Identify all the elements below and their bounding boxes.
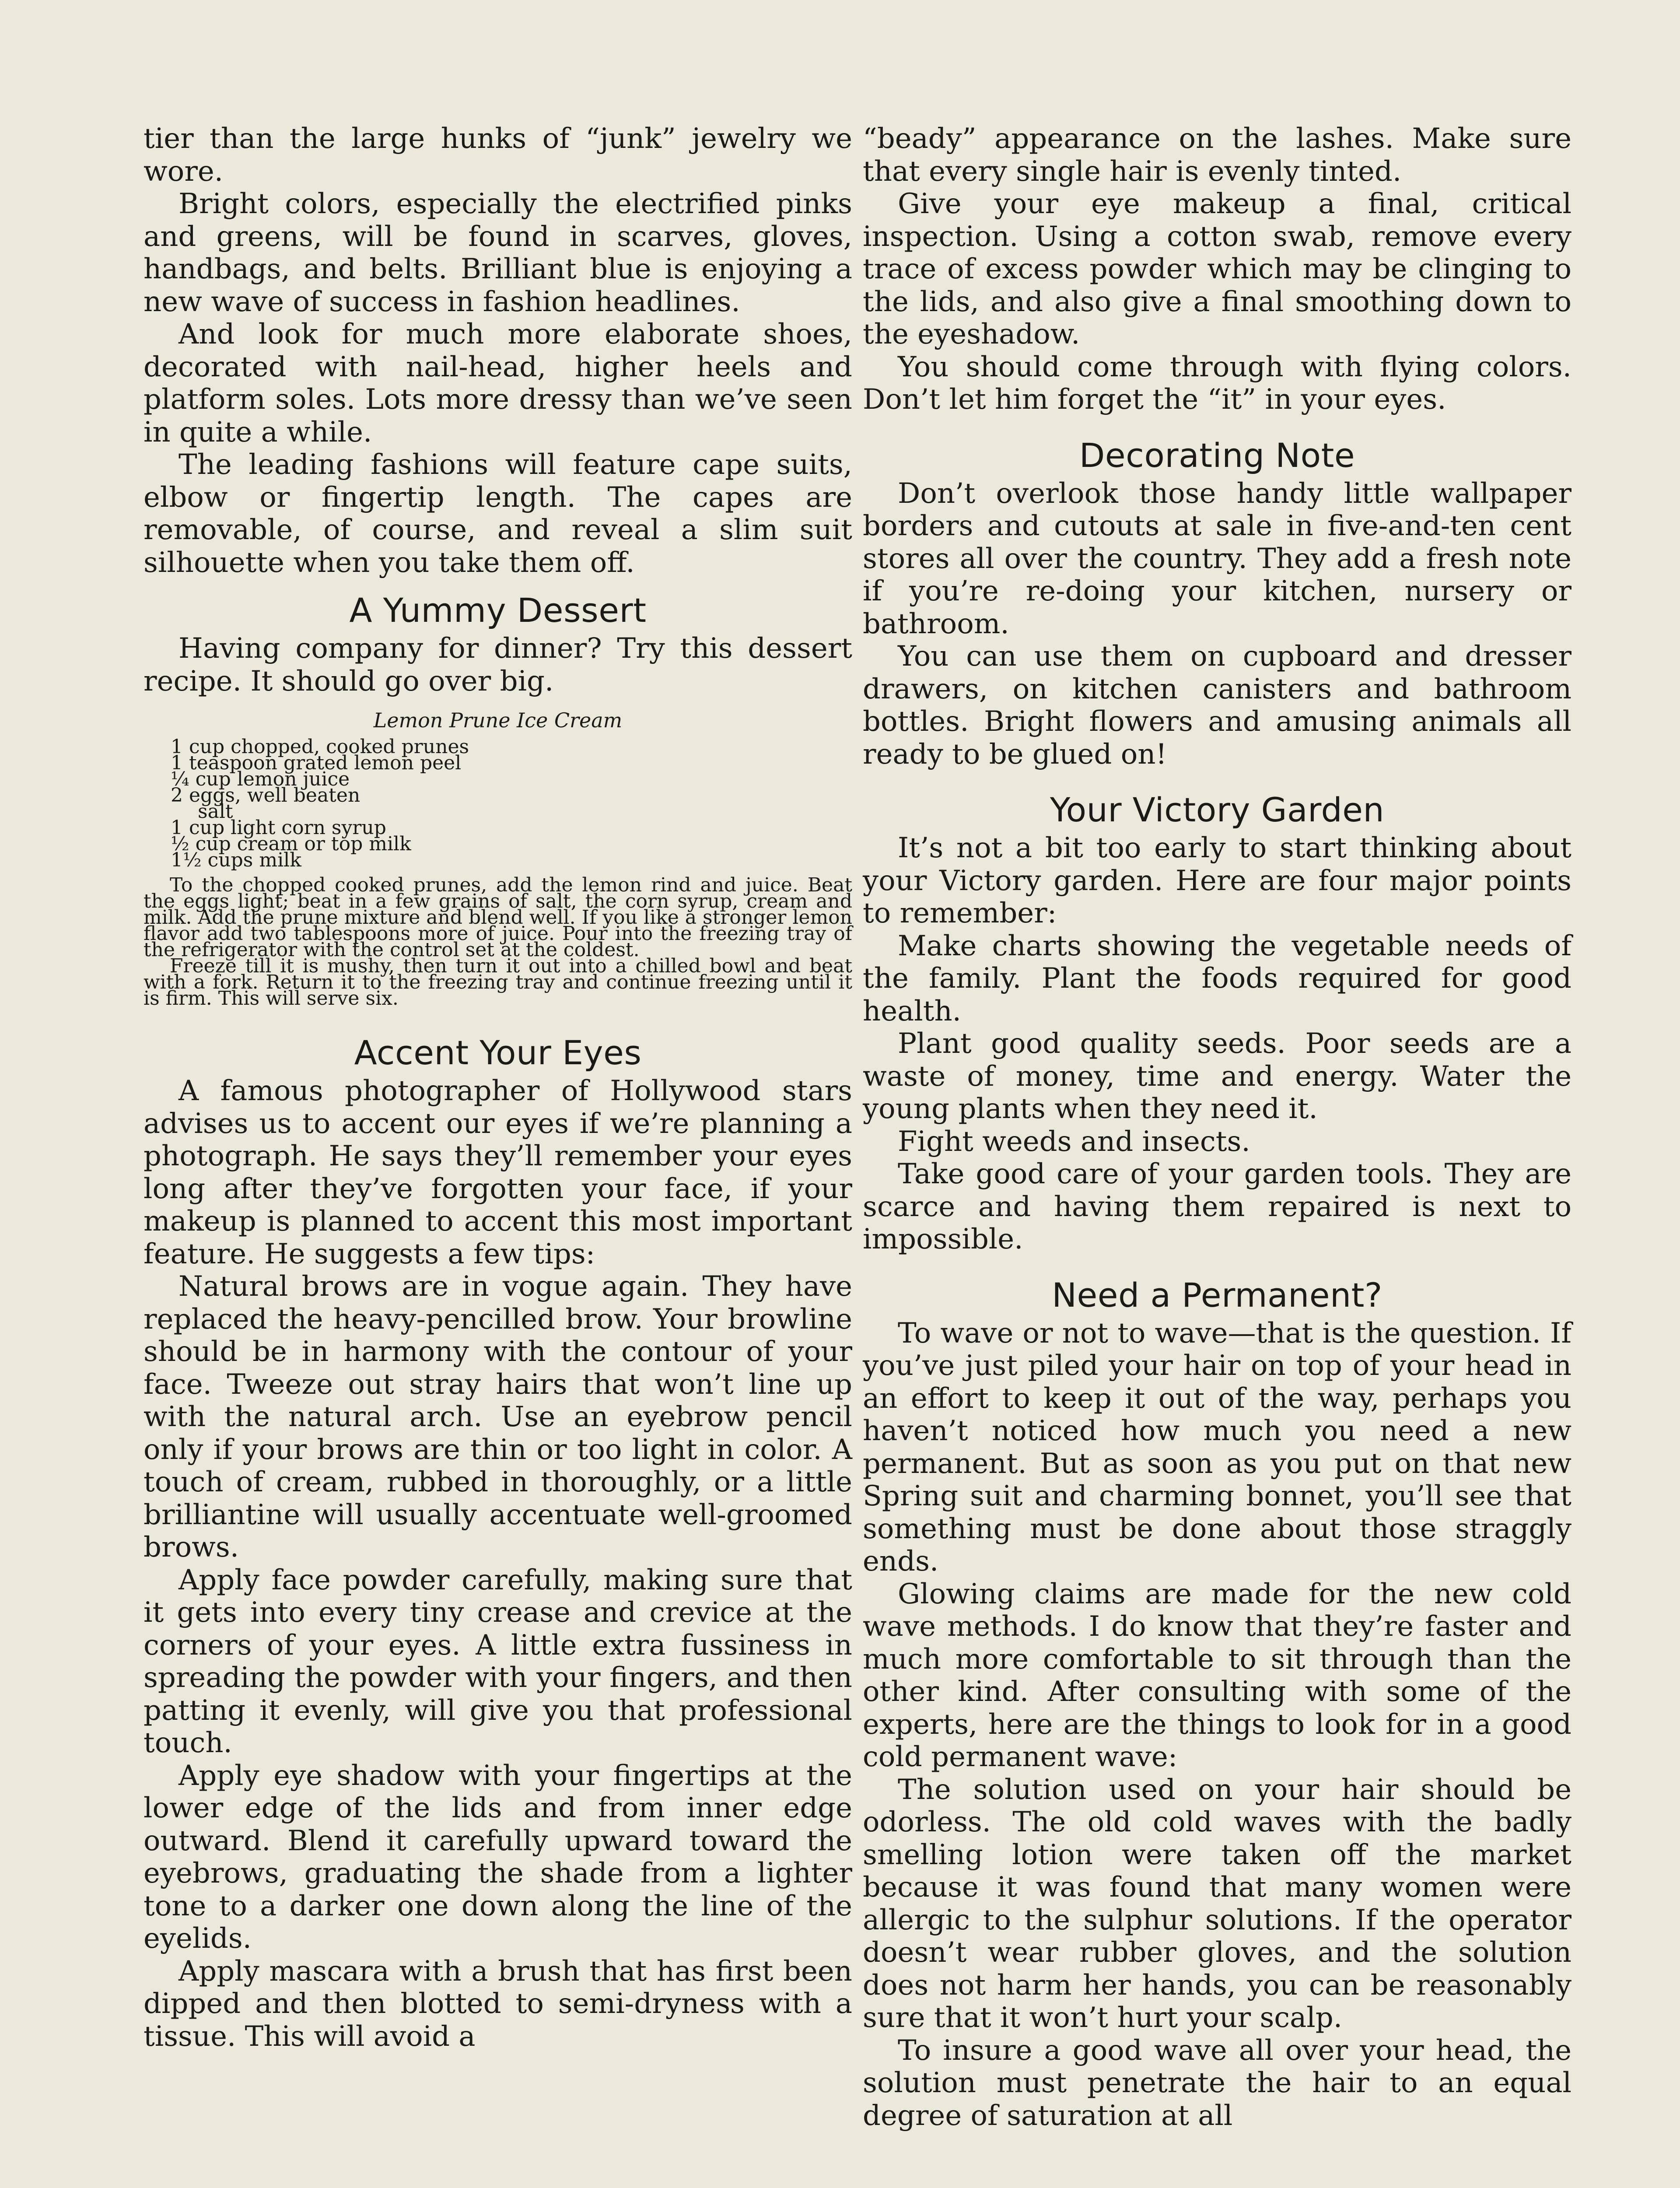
garden-paragraph: Take good care of your garden tools. They are scarce and having them repaired is next to impossible. (863, 1158, 1572, 1255)
ingredient-item: ½ cup cream or top milk (171, 833, 411, 855)
fashion-paragraph: Bright colors, especially the electrified pinks and greens, will be found in scarves, gloves, handbags, and belts. Brilliant blue is enjoying a new wave of success in fashion headlines. (144, 188, 852, 318)
decorating-paragraph: You can use them on cupboard and dresser drawers, on kitchen canisters and bathroom bottles. Bright flowers and amusing animals all ready to be glued on! (863, 640, 1572, 771)
ingredient-item: 2 eggs, well beaten (171, 784, 360, 806)
permanent-paragraph: To wave or not to wave—that is the question. If you’ve just piled your hair on top of your head in an effort to keep it out of the way, perhaps you haven’t noticed how much you need a new permanent. But as soon as you put on that new Spring suit and charming bonnet, you’ll see that something must be done about those straggly ends. (863, 1317, 1572, 1578)
eyes-continued-paragraph: “beady” appearance on the lashes. Make sure that every single hair is evenly tinted. (863, 123, 1572, 188)
section-heading-decorating: Decorating Note (1079, 435, 1355, 475)
ingredient-item: ¼ cup lemon juice (171, 768, 350, 790)
fashion-paragraph: The leading fashions will feature cape suits, elbow or fingertip length. The capes are removable, of course, and reveal a slim suit silhouette when you take them off. (144, 449, 852, 579)
permanent-paragraph: Glowing claims are made for the new cold wave methods. I do know that they’re faster and much more comfortable to sit through than the other kind. After consulting with some of the experts, here are the things to look for in a good cold permanent wave: (863, 1578, 1572, 1773)
eyes-continued-paragraph: Give your eye makeup a final, critical inspection. Using a cotton swab, remove every trace of excess powder which may be clinging to the lids, and also give a final smoothing down to the eyeshadow. (863, 188, 1572, 351)
recipe-directions: Freeze till it is mushy, then turn it out into a chilled bowl and beat with a fork. Return it to the freezing tray and continue freezing until it is firm. This will serve six. (144, 955, 852, 1010)
ingredient-item: salt (198, 800, 233, 823)
eyes-paragraph: A famous photographer of Hollywood stars advises us to accent our eyes if we’re planning a photograph. He says they’ll remember your eyes long after they’ve forgotten your face, if your makeup is planned to accent this most important feature. He suggests a few tips: (144, 1075, 852, 1270)
dessert-intro: Having company for dinner? Try this dessert recipe. It should go over big. (144, 632, 852, 698)
permanent-paragraph: To insure a good wave all over your head, the solution must penetrate the hair to an equal degree of saturation at all (863, 2034, 1572, 2132)
eyes-paragraph: Apply eye shadow with your fingertips at the lower edge of the lids and from inner edge outward. Blend it carefully upward toward the eyebrows, graduating the shade from a lighter tone to a darker one down along the line of the eyelids. (144, 1759, 852, 1955)
section-heading-permanent: Need a Permanent? (1052, 1275, 1382, 1315)
ingredient-item: 1 cup chopped, cooked prunes (171, 736, 469, 758)
recipe-directions: To the chopped cooked prunes, add the lemon rind and juice. Beat the eggs light; beat in a few grains of salt, the corn syrup, cream and milk. Add the prune mixture and blend well. If you like a stronger lemon flavor add two tablespoons more of juice. Pour into the freezing tray of the refrigerator with the control set at the coldest. (144, 874, 852, 961)
section-heading-eyes: Accent Your Eyes (354, 1033, 642, 1072)
ingredient-list (171, 736, 852, 871)
garden-paragraph: Make charts showing the vegetable needs of the family. Plant the foods required for good health. (863, 929, 1572, 1027)
eyes-paragraph: Apply face powder carefully, making sure that it gets into every tiny crease and crevice at the corners of your eyes. A little extra fussiness in spreading the powder with your fingers, and then patting it evenly, will give you that professional touch. (144, 1564, 852, 1759)
eyes-continued-paragraph: You should come through with flying colors. Don’t let him forget the “it” in your eyes. (863, 351, 1572, 416)
fashion-paragraph: And look for much more elaborate shoes, decorated with nail-head, higher heels and platform soles. Lots more dressy than we’ve seen in quite a while. (144, 318, 852, 449)
permanent-paragraph: The solution used on your hair should be odorless. The old cold waves with the badly smelling lotion were taken off the market because it was found that many women were allergic to the sulphur solutions. If the operator doesn’t wear rubber gloves, and the solution does not harm her hands, you can be reasonably sure that it won’t hurt your scalp. (863, 1773, 1572, 2034)
section-heading-dessert: A Yummy Dessert (349, 591, 647, 630)
decorating-paragraph: Don’t overlook those handy little wallpaper borders and cutouts at sale in five-and-ten cent stores all over the country. They add a fresh note if you’re re-doing your kitchen, nursery or bathroom. (863, 477, 1572, 640)
ingredient-item: 1½ cups milk (171, 849, 301, 871)
garden-paragraph: Fight weeds and insects. (898, 1125, 1250, 1158)
recipe-title: Lemon Prune Ice Cream (373, 708, 623, 732)
ingredient-item: 1 teaspoon grated lemon peel (171, 752, 462, 774)
eyes-paragraph: Natural brows are in vogue again. They have replaced the heavy-pencilled brow. Your browline should be in harmony with the contour of your face. Tweeze out stray hairs that won’t line up with the natural arch. Use an eyebrow pencil only if your brows are thin or too light in color. A touch of cream, rubbed in thoroughly, or a little brilliantine will usually accentuate well-groomed brows. (144, 1270, 852, 1564)
garden-paragraph: Plant good quality seeds. Poor seeds are a waste of money, time and energy. Water the young plants when they need it. (863, 1027, 1572, 1125)
left-column (144, 123, 852, 2053)
right-column (863, 123, 1572, 2132)
section-heading-garden: Your Victory Garden (1050, 790, 1385, 829)
eyes-paragraph: Apply mascara with a brush that has first been dipped and then blotted to semi-dryness with a tissue. This will avoid a (144, 1955, 852, 2053)
garden-paragraph: It’s not a bit too early to start thinking about your Victory garden. Here are four major points to remember: (863, 832, 1572, 929)
fashion-paragraph: tier than the large hunks of “junk” jewelry we wore. (144, 123, 852, 188)
ingredient-item: 1 cup light corn syrup (171, 817, 386, 839)
